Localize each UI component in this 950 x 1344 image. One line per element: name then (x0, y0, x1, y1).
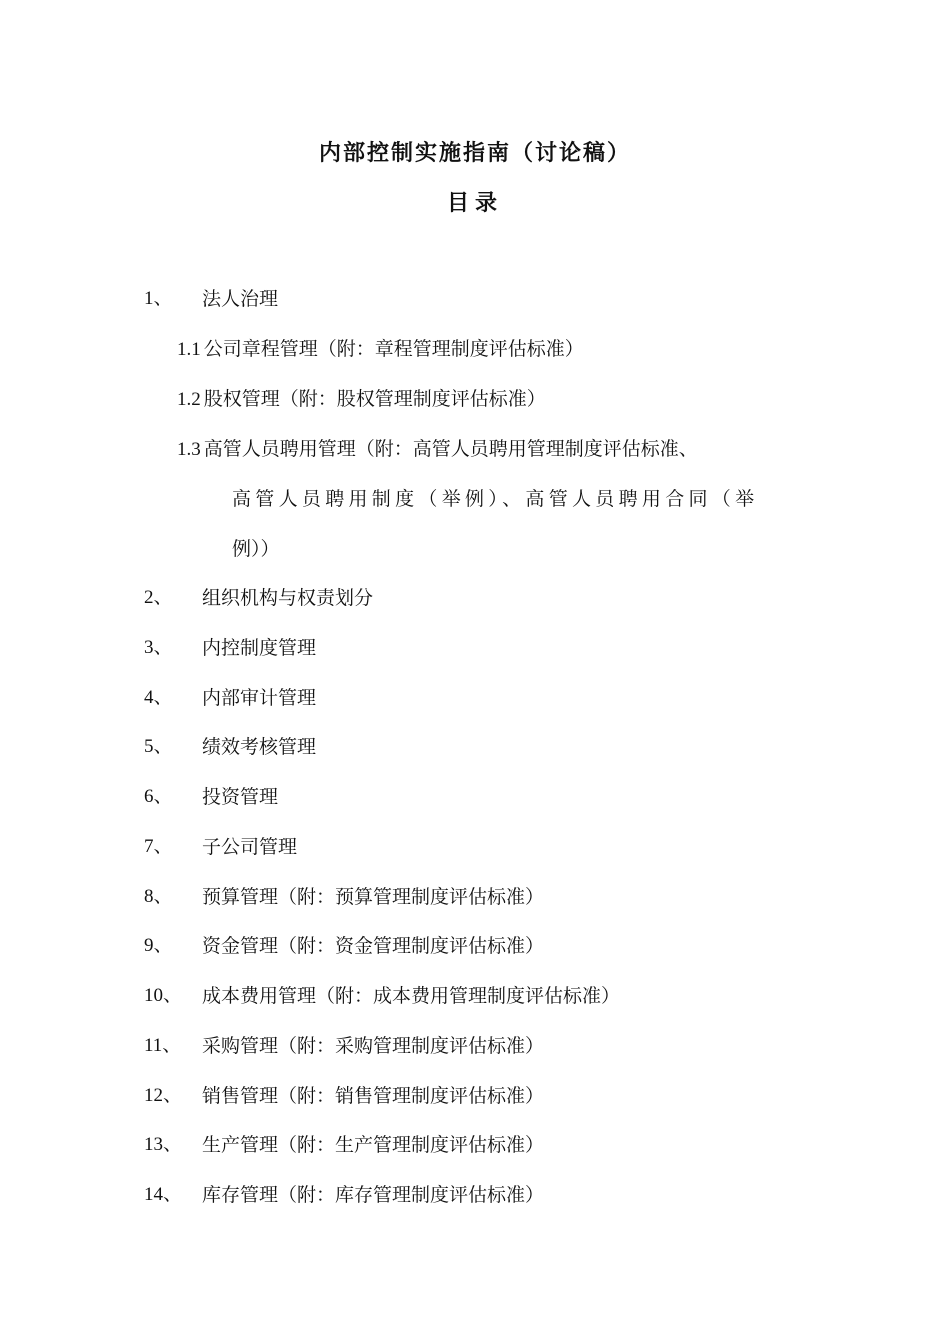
toc-item-label: 绩效考核管理 (202, 736, 317, 758)
toc-item-label: 库存管理（附：库存管理制度评估标准） (202, 1184, 545, 1206)
toc-item-number: 9、 (144, 935, 173, 956)
toc-item-label: 子公司管理 (202, 836, 298, 858)
toc-subitem-1-1 (177, 336, 584, 363)
toc-item-number: 1、 (144, 288, 173, 309)
toc-subitem-1-3-continuation-end: 例）） (232, 538, 280, 560)
toc-subitem-label: 股权管理（附：股权管理制度评估标准） (203, 388, 546, 410)
toc-item-number: 14、 (144, 1184, 183, 1205)
toc-subitem-label: 公司章程管理（附：章程管理制度评估标准） (203, 338, 584, 360)
toc-item-label: 内部审计管理 (202, 687, 317, 709)
toc-subitem-number: 1.1 (177, 339, 201, 360)
toc-item-number: 3、 (144, 637, 173, 658)
toc-subitem-1-3 (177, 436, 698, 463)
toc-item-number: 7、 (144, 836, 173, 857)
toc-item-label: 投资管理 (202, 786, 279, 808)
toc-item-number: 13、 (144, 1134, 183, 1155)
toc-item-number: 5、 (144, 736, 173, 757)
toc-item-number: 8、 (144, 886, 173, 907)
toc-item-number: 2、 (144, 587, 173, 608)
toc-item-label: 采购管理（附：采购管理制度评估标准） (202, 1035, 545, 1057)
toc-item-label: 资金管理（附：资金管理制度评估标准） (202, 935, 545, 957)
toc-item-label: 销售管理（附：销售管理制度评估标准） (202, 1085, 545, 1107)
document-title: 内部控制实施指南（讨论稿） (318, 140, 631, 166)
toc-subitem-number: 1.2 (177, 389, 201, 410)
toc-item-number: 4、 (144, 687, 173, 708)
toc-subitem-1-2 (177, 386, 546, 413)
toc-item-label: 组织机构与权责划分 (202, 587, 374, 609)
toc-item-number: 10、 (144, 985, 183, 1006)
toc-item-label: 生产管理（附：生产管理制度评估标准） (202, 1134, 545, 1156)
toc-item-label: 法人治理 (202, 288, 279, 310)
toc-item-number: 11、 (144, 1035, 182, 1056)
toc-heading: 目录 (446, 190, 503, 216)
toc-item-label: 内控制度管理 (202, 637, 317, 659)
toc-subitem-label: 高管人员聘用管理（附：高管人员聘用管理制度评估标准、 (203, 438, 698, 460)
toc-item-label: 成本费用管理（附：成本费用管理制度评估标准） (202, 985, 621, 1007)
toc-item-label: 预算管理（附：预算管理制度评估标准） (202, 886, 545, 908)
toc-item-number: 6、 (144, 786, 173, 807)
toc-item-number: 12、 (144, 1085, 183, 1106)
toc-subitem-1-3-continuation: 高管人员聘用制度（举例）、高管人员聘用合同（举 (232, 488, 759, 510)
toc-subitem-number: 1.3 (177, 439, 201, 460)
